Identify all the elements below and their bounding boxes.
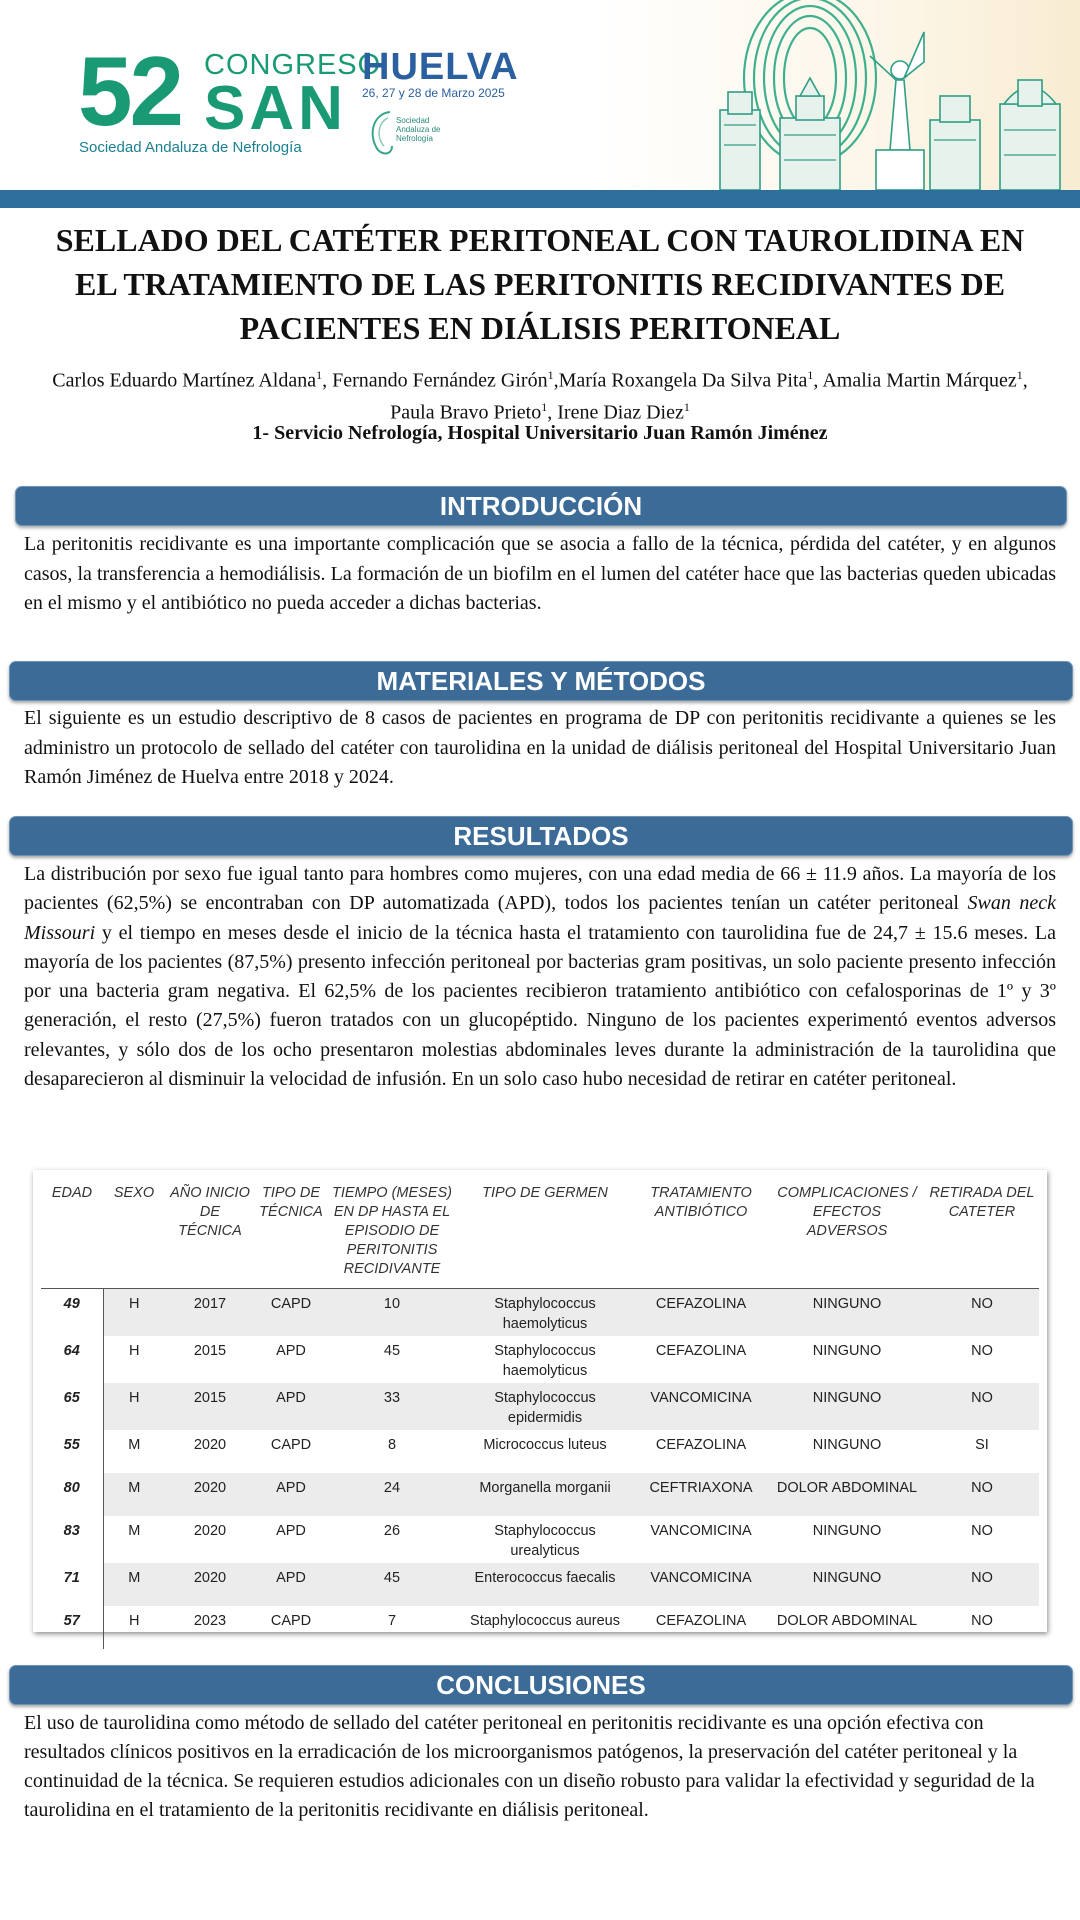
table-row (41, 1383, 1039, 1430)
table-cell: M (103, 1473, 165, 1516)
logo-number: 52 (78, 36, 182, 146)
table-cell: 7 (387, 1613, 397, 1629)
table-cell: DOLOR ABDOMINAL (769, 1473, 925, 1516)
table-header-row (41, 1178, 1039, 1289)
table-cell: CAPD (255, 1289, 327, 1337)
table-cell: 71 (41, 1563, 103, 1606)
intro-text: La peritonitis recidivante es una importante complicación que se asocia a fallo de la técnica, pérdida del catéter, y en algunos casos, la transferencia a hemodiálisis. La formación de un biofilm en el lumen del catéter hace que las bacterias queden ubicadas en el mismo y el antibiótico no pueda acceder a dichas bacterias. (24, 533, 1056, 614)
table-cell: APD (276, 1523, 306, 1539)
table-cell: Morganella morganii (457, 1473, 633, 1516)
table-cell: M (103, 1563, 165, 1606)
table-cell: Staphylococcus aureus (470, 1613, 620, 1629)
column-header: TIPO DE GERMEN (457, 1178, 633, 1289)
section-heading-results: RESULTADOS (9, 816, 1073, 856)
table-cell: 10 (327, 1289, 457, 1337)
author-name: María Roxangela Da Silva Pita (558, 369, 808, 392)
table-cell: NO (971, 1613, 993, 1629)
table-cell: 45 (383, 1343, 401, 1359)
table-cell: 2020 (193, 1437, 227, 1453)
table-cell: 2023 (193, 1613, 227, 1629)
table-cell: VANCOMICINA (633, 1383, 769, 1430)
cases-table (41, 1178, 1039, 1649)
mini-logo-text: Sociedad Andaluza de Nefrología (396, 116, 441, 143)
table-cell: 2015 (165, 1383, 255, 1430)
table-cell: 55 (41, 1430, 103, 1473)
column-header: AÑO INICIO DE TÉCNICA (165, 1178, 255, 1289)
logo-congreso-text: CONGRESO (204, 49, 382, 81)
table-cell: APD (276, 1343, 306, 1359)
patient-cases-table (33, 1170, 1047, 1632)
table-cell: 2015 (193, 1343, 227, 1359)
table-cell: APD (255, 1563, 327, 1606)
author-name: Irene Diaz Diez (557, 401, 684, 424)
table-cell: Staphylococcus haemolyticus (457, 1289, 633, 1337)
affiliation: 1- Servicio Nefrología, Hospital Universitario Juan Ramón Jiménez (252, 422, 828, 444)
table-cell: H (129, 1613, 140, 1629)
table-cell: CEFTRIAXONA (633, 1473, 769, 1516)
table-cell: 2020 (165, 1473, 255, 1516)
table-cell: NINGUNO (769, 1289, 925, 1337)
table-cell: APD (255, 1473, 327, 1516)
table-cell: VANCOMICINA (650, 1523, 752, 1539)
table-cell: NO (925, 1289, 1039, 1337)
section-heading-intro: INTRODUCCIÓN (15, 486, 1067, 526)
table-cell: NINGUNO (812, 1523, 882, 1539)
table-cell: H (103, 1289, 165, 1337)
table-cell: NINGUNO (812, 1437, 882, 1453)
table-cell: 26 (383, 1523, 401, 1539)
table-cell: Micrococcus luteus (483, 1437, 607, 1453)
section-heading-methods: MATERIALES Y MÉTODOS (9, 661, 1073, 701)
author-list: Carlos Eduardo Martínez Aldana$^1$, Fernando Fernández Girón$^1$,María Roxangela Da Silva Pita$^1$, Amalia Martin Márquez$^1$, Paula Bravo Prieto$^1$, Irene Diaz Diez$^1$ (52, 368, 1028, 424)
table-cell: 80 (41, 1473, 103, 1516)
table-cell: H (103, 1383, 165, 1430)
section-heading-conclusions: CONCLUSIONES (9, 1665, 1073, 1705)
table-cell: 8 (387, 1437, 397, 1453)
column-header: TIPO DE TÉCNICA (255, 1178, 327, 1289)
congress-dates: 26, 27 y 28 de Marzo 2025 (362, 86, 505, 100)
table-row (41, 1606, 1039, 1649)
congress-header (0, 0, 1080, 190)
table-cell: CEFAZOLINA (655, 1343, 747, 1359)
table-cell: 65 (41, 1383, 103, 1430)
city-name: HUELVA (362, 46, 519, 88)
table-cell: NO (925, 1383, 1039, 1430)
table-row (41, 1516, 1039, 1563)
table-cell: NO (925, 1473, 1039, 1516)
methods-text: El siguiente es un estudio descriptivo de 8 casos de pacientes en programa de DP con peritonitis recidivante a quienes se les administro un protocolo de sellado del catéter con taurolidina en la unidad de diálisis peritoneal del Hospital Universitario Juan Ramón Jiménez de Huelva entre 2018 y 2024. (24, 707, 1056, 788)
table-cell: DOLOR ABDOMINAL (776, 1613, 918, 1629)
table-row (41, 1430, 1039, 1473)
column-header: EDAD (41, 1178, 103, 1289)
table-cell: Staphylococcus haemolyticus (494, 1343, 596, 1379)
author-name: Paula Bravo Prieto (390, 401, 542, 424)
table-cell: H (129, 1343, 140, 1359)
conclusions-text: El uso de taurolidina como método de sellado del catéter peritoneal en peritonitis recidivante es una opción efectiva con resultados clínicos positivos en la erradicación de los microorganismos patógenos, la preservación del catéter peritoneal y la continuidad de la técnica. Se requieren estudios adicionales con un diseño robusto para validar la efectividad y seguridad de la taurolidina en el tratamiento de la peritonitis recidivante en diálisis peritoneal. (24, 1712, 1035, 1821)
table-cell: CAPD (270, 1613, 312, 1629)
table-cell: NINGUNO (769, 1563, 925, 1606)
table-row (41, 1289, 1039, 1337)
column-header: TIEMPO (MESES) EN DP HASTA EL EPISODIO DE PERITONITIS RECIDIVANTE (327, 1178, 457, 1289)
table-cell: 2020 (193, 1523, 227, 1539)
table-cell: Staphylococcus epidermidis (457, 1383, 633, 1430)
table-cell: NINGUNO (812, 1343, 882, 1359)
poster-title: SELLADO DEL CATÉTER PERITONEAL CON TAUROLIDINA EN EL TRATAMIENTO DE LAS PERITONITIS RECIDIVANTES DE PACIENTES EN DIÁLISIS PERITONEAL (55, 222, 1025, 346)
table-cell: APD (255, 1383, 327, 1430)
table-cell: 49 (41, 1289, 103, 1337)
author-name: Fernando Fernández Girón (332, 369, 548, 392)
column-header: COMPLICACIONES / EFECTOS ADVERSOS (769, 1178, 925, 1289)
table-cell: NO (971, 1343, 993, 1359)
table-cell: CEFAZOLINA (655, 1613, 747, 1629)
table-row (41, 1336, 1039, 1383)
table-cell: NINGUNO (769, 1383, 925, 1430)
table-cell: 2017 (165, 1289, 255, 1337)
table-cell: NO (925, 1563, 1039, 1606)
table-cell: M (128, 1523, 141, 1539)
table-cell: CEFAZOLINA (655, 1437, 747, 1453)
logo-san-text: SAN (204, 74, 347, 143)
table-cell: 2020 (165, 1563, 255, 1606)
table-cell: SI (975, 1437, 989, 1453)
table-cell: NO (971, 1523, 993, 1539)
author-name: Carlos Eduardo Martínez Aldana (52, 369, 317, 392)
table-cell: 64 (41, 1336, 103, 1383)
author-name: Amalia Martin Márquez (822, 369, 1017, 392)
column-header: TRATAMIENTO ANTIBIÓTICO (633, 1178, 769, 1289)
table-cell: Enterococcus faecalis (457, 1563, 633, 1606)
table-cell: 45 (327, 1563, 457, 1606)
table-cell: 33 (327, 1383, 457, 1430)
table-row (41, 1563, 1039, 1606)
table-cell: 83 (41, 1516, 103, 1563)
table-row (41, 1473, 1039, 1516)
logo-society-name: Sociedad Andaluza de Nefrología (79, 139, 302, 156)
column-header: RETIRADA DEL CATETER (925, 1178, 1039, 1289)
table-cell: 24 (327, 1473, 457, 1516)
huelva-skyline-illustration (700, 0, 1080, 190)
column-header: SEXO (103, 1178, 165, 1289)
table-cell: M (128, 1437, 141, 1453)
results-text: La distribución por sexo fue igual tanto para hombres como mujeres, con una edad media de 66 ± 11.9 años. La mayoría de los pacientes (62,5%) se encontraban con DP automatizada (APD), todos los pacientes tenían un catéter peritoneal Swan neck Missouri y el tiempo en meses desde el inicio de la técnica hasta el tratamiento con taurolidina fue de 24,7 ± 15.6 meses. La mayoría de los pacientes (87,5%) presento infección peritoneal por bacterias gram positivas, un solo paciente presento infección por una bacteria gram negativa. El 62,5% de los pacientes recibieron tratamiento antibiótico con cefalosporinas de 1º y 3º generación, el resto (27,5%) fueron tratados con un glucopéptido. Ninguno de los pacientes experimentó eventos adversos relevantes, y sólo dos de los ocho presentaron molestias abdominales leves durante la administración de la taurolidina que desaparecieron al disminuir la velocidad de infusión. En un solo caso hubo necesidad de retirar en catéter peritoneal. (24, 863, 1056, 1091)
header-divider-bar (0, 190, 1080, 208)
table-cell: Staphylococcus urealyticus (494, 1523, 596, 1559)
table-cell: VANCOMICINA (633, 1563, 769, 1606)
table-cell: 57 (41, 1606, 103, 1649)
table-cell: CEFAZOLINA (633, 1289, 769, 1337)
table-cell: CAPD (270, 1437, 312, 1453)
